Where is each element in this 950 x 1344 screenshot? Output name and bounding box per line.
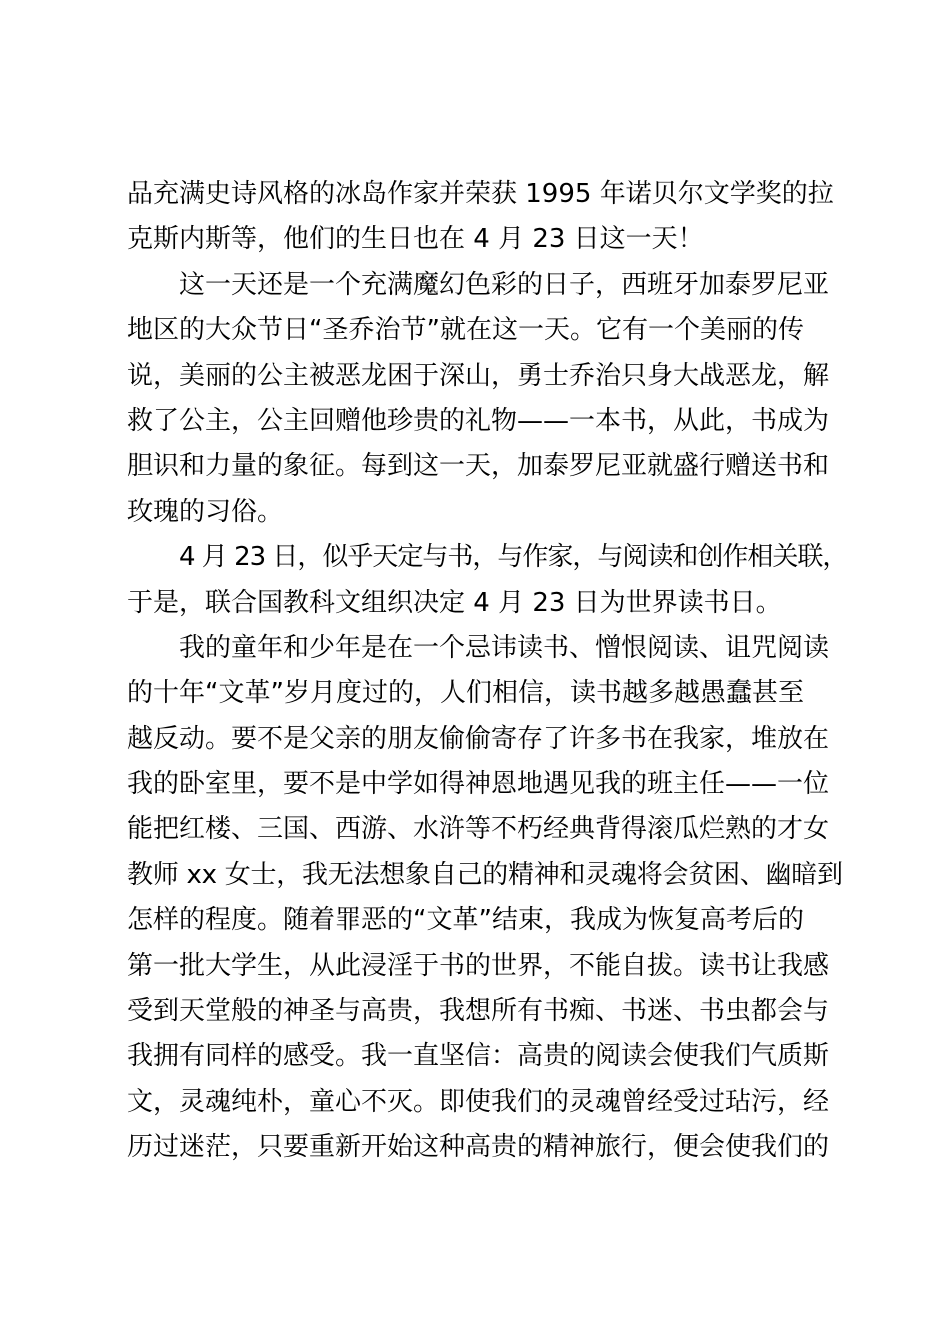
text-line: 我拥有同样的感受。我一直坚信：高贵的阅读会使我们气质斯 (127, 1041, 830, 1072)
text-line: 历过迷茫，只要重新开始这种高贵的精神旅行，便会使我们的 (127, 1132, 830, 1163)
body-text (127, 172, 847, 1171)
text-line: 的十年“文革”岁月度过的，人们相信，读书越多越愚蠢甚至 (127, 678, 804, 709)
text-line: 克斯内斯等，他们的生日也在 4 月 23 日这一天！ (127, 224, 704, 255)
text-line: 越反动。要不是父亲的朋友偷偷寄存了许多书在我家，堆放在 (127, 723, 830, 754)
text-line: 文，灵魂纯朴，童心不灭。即使我们的灵魂曾经受过玷污，经 (127, 1086, 830, 1117)
paragraph (127, 626, 847, 1171)
text-line: 说，美丽的公主被恶龙困于深山，勇士乔治只身大战恶龙，解 (127, 360, 830, 391)
text-line: 玫瑰的习俗。 (127, 496, 284, 527)
text-line: 第一批大学生，从此浸淫于书的世界，不能自拔。读书让我感 (127, 950, 830, 981)
text-line: 救了公主，公主回赠他珍贵的礼物——一本书，从此，书成为 (127, 405, 830, 436)
paragraph (127, 263, 847, 535)
text-line: 受到天堂般的神圣与高贵，我想所有书痴、书迷、书虫都会与 (127, 996, 830, 1027)
text-line: 4 月 23 日，似乎天定与书，与作家，与阅读和创作相关联， (179, 542, 848, 573)
text-line: 我的卧室里，要不是中学如得神恩地遇见我的班主任——一位 (127, 769, 830, 800)
text-line: 于是，联合国教科文组织决定 4 月 23 日为世界读书日。 (127, 587, 782, 618)
text-line: 地区的大众节日“圣乔治节”就在这一天。它有一个美丽的传 (127, 315, 804, 346)
text-line: 怎样的程度。随着罪恶的“文革”结束，我成为恢复高考后的 (127, 905, 804, 936)
text-line: 胆识和力量的象征。每到这一天，加泰罗尼亚就盛行赠送书和 (127, 451, 830, 482)
text-line: 能把红楼、三国、西游、水浒等不朽经典背得滚瓜烂熟的才女 (127, 814, 830, 845)
text-line: 品充满史诗风格的冰岛作家并荣获 1995 年诺贝尔文学奖的拉 (127, 179, 834, 209)
text-line: 教师 xx 女士，我无法想象自己的精神和灵魂将会贫困、幽暗到 (127, 859, 843, 890)
text-line: 这一天还是一个充满魔幻色彩的日子，西班牙加泰罗尼亚 (179, 269, 830, 300)
paragraph (127, 535, 847, 626)
paragraph (127, 172, 847, 263)
text-line: 我的童年和少年是在一个忌讳读书、憎恨阅读、诅咒阅读 (179, 632, 830, 663)
